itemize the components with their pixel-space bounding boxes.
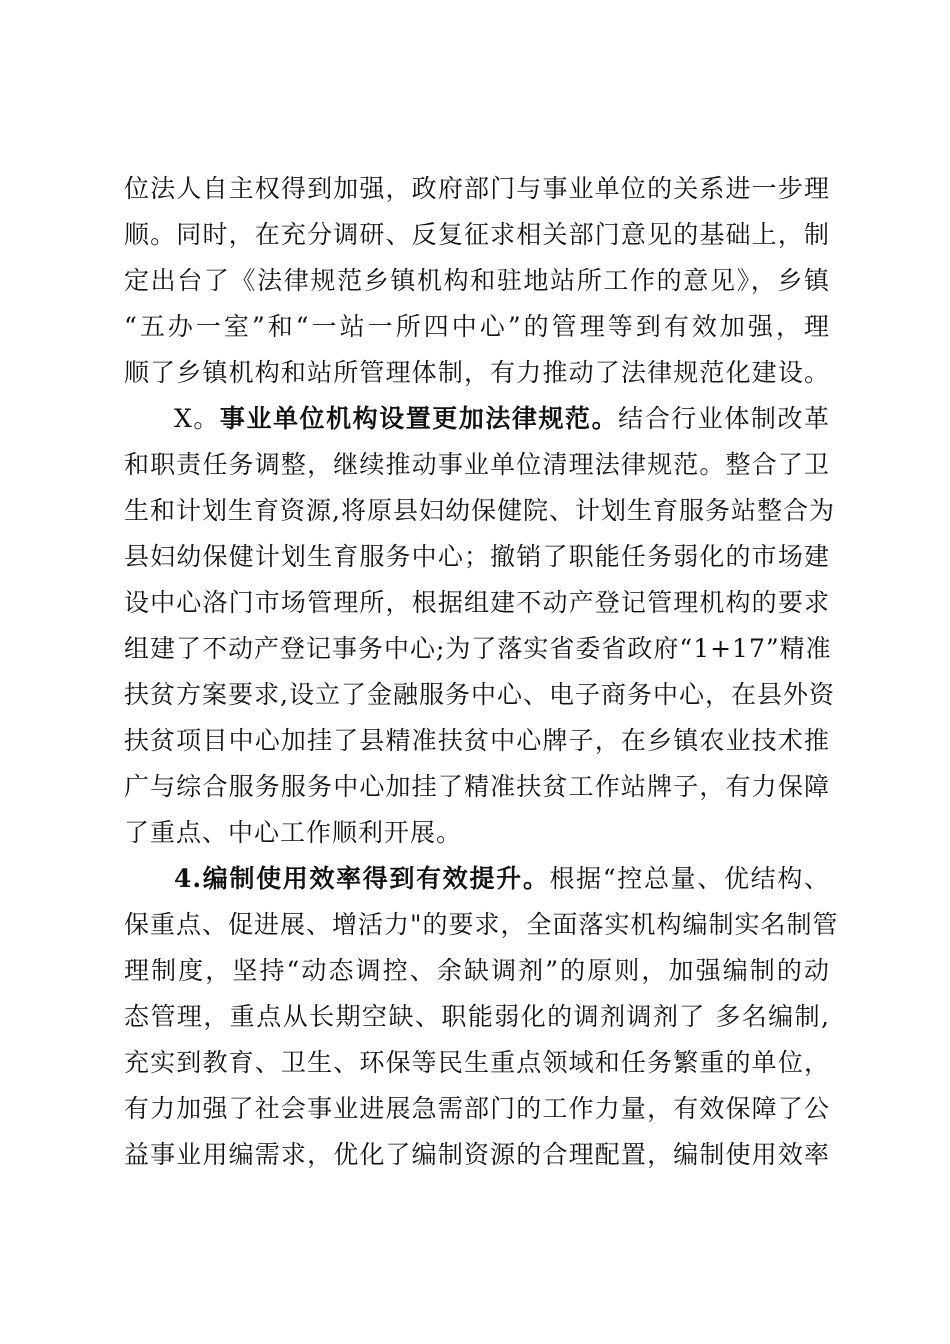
text-line: 扶贫方案要求,设立了金融服务中心、电子商务中心，在县外资: [124, 680, 835, 709]
section-heading: 4.编制使用效率得到有效提升。: [174, 864, 550, 893]
first-line-text: 结合行业体制改革: [618, 404, 830, 433]
document-body: [124, 166, 839, 1178]
text-line: 广与综合服务服务中心加挂了精准扶贫工作站牌子，有力保障: [124, 772, 830, 801]
text-line: 组建了不动产登记事务中心;为了落实省委省政府“1+17”精准: [124, 634, 832, 663]
paragraph-3-first-line: [124, 856, 830, 902]
text-line: 县妇幼保健计划生育服务中心；撤销了职能任务弱化的市场建: [124, 542, 830, 571]
text-line: “五办一室”和“一站一所四中心”的管理等到有效加强，理: [124, 312, 830, 341]
text-line: 和职责任务调整，继续推动事业单位清理法律规范。整合了卫: [124, 450, 830, 479]
text-line: 顺。同时，在充分调研、反复征求相关部门意见的基础上，制: [124, 220, 830, 249]
first-line-text: 根据“控总量、优结构、: [549, 864, 830, 893]
text-line: 生和计划生育资源,将原县妇幼保健院、计划生育服务站整合为: [124, 496, 835, 525]
text-line: 设中心洛门市场管理所，根据组建不动产登记管理机构的要求: [124, 588, 830, 617]
text-line: 态管理，重点从长期空缺、职能弱化的调剂调剂了 多名编制,: [124, 1002, 830, 1031]
text-line: 位法人自主权得到加强，政府部门与事业单位的关系进一步理: [124, 174, 830, 203]
text-line: 充实到教育、卫生、环保等民生重点领域和任务繁重的单位，: [124, 1048, 830, 1077]
text-line: 保重点、促进展、增活力"的要求，全面落实机构编制实名制管: [124, 910, 839, 939]
text-line: 益事业用编需求，优化了编制资源的合理配置，编制使用效率: [124, 1140, 830, 1169]
paragraph-2-first-line: [124, 396, 830, 442]
paragraph-2: [124, 396, 835, 856]
text-line: 顺了乡镇机构和站所管理体制，有力推动了法律规范化建设。: [124, 358, 830, 387]
text-line: 有力加强了社会事业进展急需部门的工作力量，有效保障了公: [124, 1094, 830, 1123]
text-line: 扶贫项目中心加挂了县精准扶贫中心牌子，在乡镇农业技术推: [124, 726, 830, 755]
section-number: X。: [174, 404, 220, 433]
text-line: 了重点、中心工作顺利开展。: [124, 818, 463, 847]
section-heading: 事业单位机构设置更加法律规范。: [219, 404, 619, 433]
text-line: 定出台了《法律规范乡镇机构和驻地站所工作的意见》，乡镇: [124, 266, 830, 295]
paragraph-1: [124, 166, 830, 396]
text-line: 理制度，坚持“动态调控、余缺调剂”的原则，加强编制的动: [124, 956, 830, 985]
paragraph-3: [124, 856, 839, 1178]
